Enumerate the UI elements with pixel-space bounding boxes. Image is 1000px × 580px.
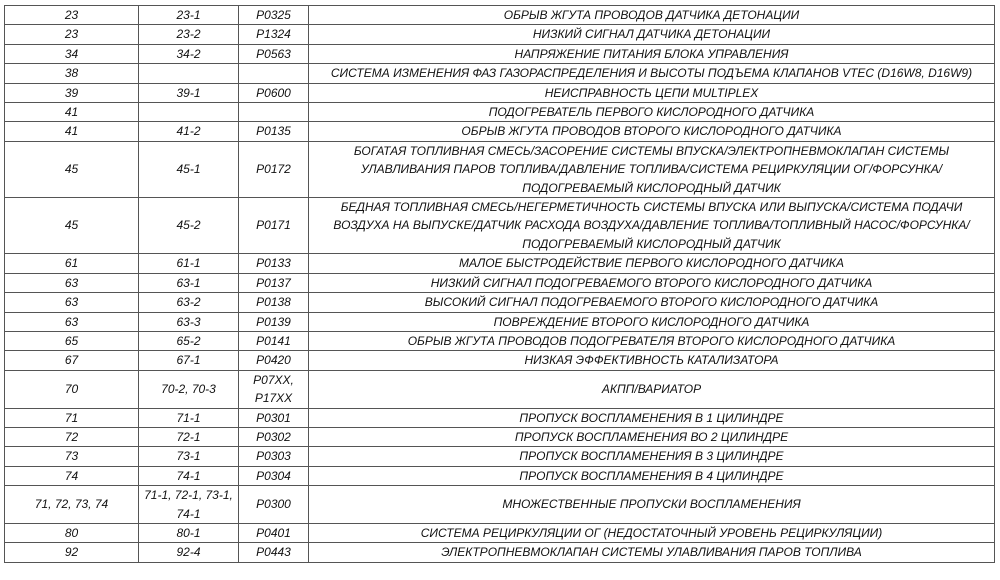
cell-blink-code: 67 [5, 351, 139, 370]
cell-obd-code: P0443 [239, 543, 309, 562]
table-row [5, 293, 995, 312]
cell-obd-code: P0135 [239, 122, 309, 141]
cell-description: СИСТЕМА ИЗМЕНЕНИЯ ФАЗ ГАЗОРАСПРЕДЕЛЕНИЯ И ВЫСОТЫ ПОДЪЕМА КЛАПАНОВ VTEC (D16W8, D16W9) [309, 64, 995, 83]
table-row [5, 44, 995, 63]
table-row [5, 122, 995, 141]
table-row [5, 331, 995, 350]
cell-obd-code: P0133 [239, 254, 309, 273]
cell-obd-code: P0138 [239, 293, 309, 312]
cell-subcode: 74-1 [139, 466, 239, 485]
cell-obd-code: P0301 [239, 408, 309, 427]
cell-subcode: 72-1 [139, 427, 239, 446]
cell-subcode: 63-2 [139, 293, 239, 312]
cell-description: СИСТЕМА РЕЦИРКУЛЯЦИИ ОГ (НЕДОСТАТОЧНЫЙ УРОВЕНЬ РЕЦИРКУЛЯЦИИ) [309, 523, 995, 542]
cell-obd-code: P0137 [239, 273, 309, 292]
cell-obd-code: P07XX, P17XX [239, 370, 309, 408]
cell-description: БЕДНАЯ ТОПЛИВНАЯ СМЕСЬ/НЕГЕРМЕТИЧНОСТЬ СИСТЕМЫ ВПУСКА ИЛИ ВЫПУСКА/СИСТЕМА ПОДАЧИ ВОЗДУХА НА ВЫПУСКЕ/ДАТЧИК РАСХОДА ВОЗДУХА/ДАВЛЕНИЕ ТОПЛИВА/ТОПЛИВНЫЙ НАСОС/ФОРСУНКА/ПОДОГРЕВАЕМЫЙ КИСЛОРОДНЫЙ ДАТЧИК [309, 198, 995, 254]
cell-subcode: 80-1 [139, 523, 239, 542]
table-row [5, 466, 995, 485]
cell-obd-code [239, 103, 309, 122]
cell-subcode: 39-1 [139, 83, 239, 102]
cell-blink-code: 39 [5, 83, 139, 102]
cell-blink-code: 92 [5, 543, 139, 562]
cell-blink-code: 63 [5, 293, 139, 312]
table-row [5, 25, 995, 44]
cell-blink-code: 65 [5, 331, 139, 350]
cell-blink-code: 74 [5, 466, 139, 485]
cell-blink-code: 34 [5, 44, 139, 63]
cell-subcode [139, 103, 239, 122]
cell-obd-code: P0563 [239, 44, 309, 63]
cell-description: ВЫСОКИЙ СИГНАЛ ПОДОГРЕВАЕМОГО ВТОРОГО КИСЛОРОДНОГО ДАТЧИКА [309, 293, 995, 312]
table-row [5, 408, 995, 427]
cell-blink-code: 41 [5, 122, 139, 141]
cell-description: ПРОПУСК ВОСПЛАМЕНЕНИЯ В 3 ЦИЛИНДРЕ [309, 447, 995, 466]
cell-blink-code: 23 [5, 25, 139, 44]
cell-description: НИЗКАЯ ЭФФЕКТИВНОСТЬ КАТАЛИЗАТОРА [309, 351, 995, 370]
cell-subcode: 41-2 [139, 122, 239, 141]
cell-obd-code: P0401 [239, 523, 309, 542]
cell-obd-code: P0304 [239, 466, 309, 485]
cell-blink-code: 80 [5, 523, 139, 542]
table-row [5, 351, 995, 370]
cell-description: ЭЛЕКТРОПНЕВМОКЛАПАН СИСТЕМЫ УЛАВЛИВАНИЯ ПАРОВ ТОПЛИВА [309, 543, 995, 562]
table-row [5, 141, 995, 197]
table-row [5, 103, 995, 122]
cell-subcode: 65-2 [139, 331, 239, 350]
cell-description: НИЗКИЙ СИГНАЛ ПОДОГРЕВАЕМОГО ВТОРОГО КИСЛОРОДНОГО ДАТЧИКА [309, 273, 995, 292]
cell-blink-code: 41 [5, 103, 139, 122]
cell-blink-code: 45 [5, 141, 139, 197]
cell-blink-code: 70 [5, 370, 139, 408]
cell-blink-code: 71, 72, 73, 74 [5, 486, 139, 524]
table-row [5, 543, 995, 562]
cell-blink-code: 73 [5, 447, 139, 466]
cell-subcode: 45-2 [139, 198, 239, 254]
cell-description: НИЗКИЙ СИГНАЛ ДАТЧИКА ДЕТОНАЦИИ [309, 25, 995, 44]
cell-subcode: 34-2 [139, 44, 239, 63]
dtc-table [4, 5, 995, 563]
cell-subcode [139, 64, 239, 83]
cell-blink-code: 23 [5, 6, 139, 25]
cell-subcode: 71-1 [139, 408, 239, 427]
cell-blink-code: 72 [5, 427, 139, 446]
cell-subcode: 73-1 [139, 447, 239, 466]
cell-subcode: 61-1 [139, 254, 239, 273]
table-row [5, 198, 995, 254]
cell-obd-code: P0420 [239, 351, 309, 370]
table-row [5, 486, 995, 524]
cell-description: ОБРЫВ ЖГУТА ПРОВОДОВ ВТОРОГО КИСЛОРОДНОГО ДАТЧИКА [309, 122, 995, 141]
table-row [5, 64, 995, 83]
table-row [5, 6, 995, 25]
cell-blink-code: 63 [5, 312, 139, 331]
dtc-table-container [4, 5, 995, 563]
cell-obd-code: P0302 [239, 427, 309, 446]
cell-obd-code: P0139 [239, 312, 309, 331]
cell-description: ОБРЫВ ЖГУТА ПРОВОДОВ ДАТЧИКА ДЕТОНАЦИИ [309, 6, 995, 25]
cell-description: ПРОПУСК ВОСПЛАМЕНЕНИЯ В 1 ЦИЛИНДРЕ [309, 408, 995, 427]
table-row [5, 312, 995, 331]
cell-subcode: 71-1, 72-1, 73-1, 74-1 [139, 486, 239, 524]
cell-blink-code: 61 [5, 254, 139, 273]
cell-obd-code: P0600 [239, 83, 309, 102]
cell-blink-code: 71 [5, 408, 139, 427]
cell-obd-code: P0171 [239, 198, 309, 254]
cell-obd-code: P0141 [239, 331, 309, 350]
table-row [5, 273, 995, 292]
cell-subcode: 63-3 [139, 312, 239, 331]
table-row [5, 254, 995, 273]
cell-description: МНОЖЕСТВЕННЫЕ ПРОПУСКИ ВОСПЛАМЕНЕНИЯ [309, 486, 995, 524]
table-row [5, 447, 995, 466]
table-row [5, 523, 995, 542]
cell-subcode: 23-2 [139, 25, 239, 44]
cell-subcode: 63-1 [139, 273, 239, 292]
cell-blink-code: 38 [5, 64, 139, 83]
cell-obd-code: P0300 [239, 486, 309, 524]
cell-description: ПОДОГРЕВАТЕЛЬ ПЕРВОГО КИСЛОРОДНОГО ДАТЧИКА [309, 103, 995, 122]
cell-obd-code: P0325 [239, 6, 309, 25]
cell-description: АКПП/ВАРИАТОР [309, 370, 995, 408]
cell-obd-code [239, 64, 309, 83]
table-row [5, 83, 995, 102]
cell-subcode: 67-1 [139, 351, 239, 370]
cell-description: МАЛОЕ БЫСТРОДЕЙСТВИЕ ПЕРВОГО КИСЛОРОДНОГО ДАТЧИКА [309, 254, 995, 273]
cell-description: БОГАТАЯ ТОПЛИВНАЯ СМЕСЬ/ЗАСОРЕНИЕ СИСТЕМЫ ВПУСКА/ЭЛЕКТРОПНЕВМОКЛАПАН СИСТЕМЫ УЛАВЛИВАНИЯ ПАРОВ ТОПЛИВА/ДАВЛЕНИЕ ТОПЛИВА/СИСТЕМА РЕЦИРКУЛЯЦИИ ОГ/ФОРСУНКА/ПОДОГРЕВАЕМЫЙ КИСЛОРОДНЫЙ ДАТЧИК [309, 141, 995, 197]
table-row [5, 427, 995, 446]
cell-description: ОБРЫВ ЖГУТА ПРОВОДОВ ПОДОГРЕВАТЕЛЯ ВТОРОГО КИСЛОРОДНОГО ДАТЧИКА [309, 331, 995, 350]
cell-obd-code: P0172 [239, 141, 309, 197]
dtc-table-body [5, 6, 995, 563]
cell-obd-code: P1324 [239, 25, 309, 44]
cell-description: НАПРЯЖЕНИЕ ПИТАНИЯ БЛОКА УПРАВЛЕНИЯ [309, 44, 995, 63]
cell-description: ПОВРЕЖДЕНИЕ ВТОРОГО КИСЛОРОДНОГО ДАТЧИКА [309, 312, 995, 331]
cell-description: ПРОПУСК ВОСПЛАМЕНЕНИЯ ВО 2 ЦИЛИНДРЕ [309, 427, 995, 446]
cell-subcode: 92-4 [139, 543, 239, 562]
table-row [5, 370, 995, 408]
cell-obd-code: P0303 [239, 447, 309, 466]
cell-description: ПРОПУСК ВОСПЛАМЕНЕНИЯ В 4 ЦИЛИНДРЕ [309, 466, 995, 485]
cell-subcode: 23-1 [139, 6, 239, 25]
cell-blink-code: 63 [5, 273, 139, 292]
cell-subcode: 70-2, 70-3 [139, 370, 239, 408]
cell-blink-code: 45 [5, 198, 139, 254]
cell-description: НЕИСПРАВНОСТЬ ЦЕПИ MULTIPLEX [309, 83, 995, 102]
cell-subcode: 45-1 [139, 141, 239, 197]
